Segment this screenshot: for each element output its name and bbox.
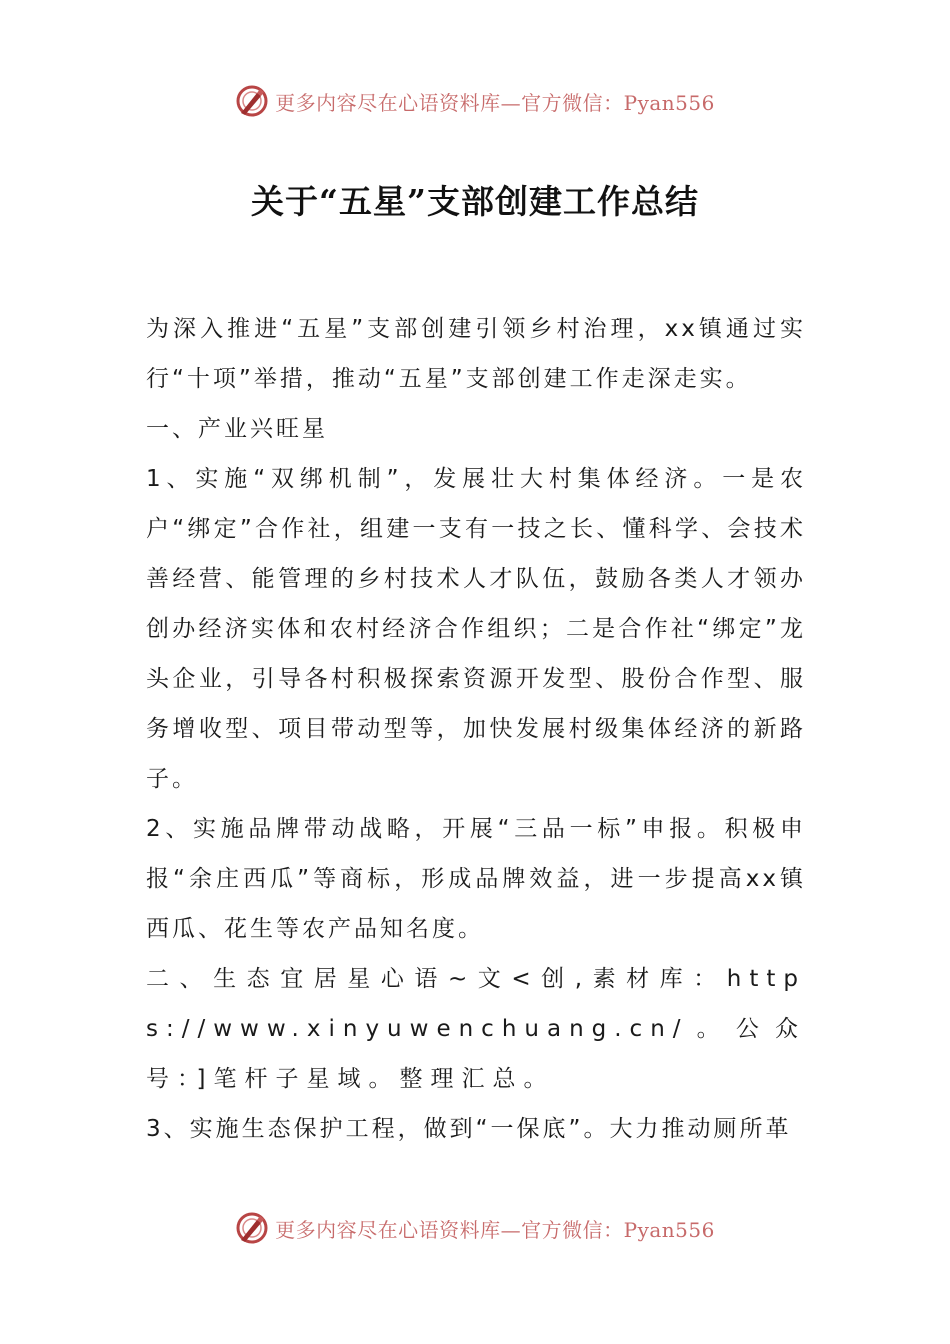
paragraph-item-2: 2、实施品牌带动战略，开展“三品一标”申报。积极申报“余庄西瓜”等商标，形成品牌效益，进一步提高xx镇西瓜、花生等农产品知名度。 (146, 816, 806, 942)
paragraph-item-1: 1、实施“双绑机制”，发展壮大村集体经济。一是农户“绑定”合作社，组建一支有一技之长、懂科学、会技术善经营、能管理的乡村技术人才队伍，鼓励各类人才领办创办经济实体和农村经济合作组织；二是合作社“绑定”龙头企业，引导各村积极探索资源开发型、股份合作型、服务增收型、项目带动型等，加快发展村级集体经济的新路子。 (146, 466, 806, 792)
document-body (146, 304, 806, 1154)
section-heading-ecology: 二、生态宜居星心语~文<创,素材库：https://www.xinyuwenchuang.cn/。公众号：]笔杆子星域。整理汇总。 (146, 966, 806, 1092)
paragraph-intro: 为深入推进“五星”支部创建引领乡村治理，xx镇通过实行“十项”举措，推动“五星”支部创建工作走深走实。 (146, 316, 806, 392)
pen-circle-logo-icon (235, 84, 269, 118)
watermark-text: 更多内容尽在心语资料库—官方微信：Pyan556 (275, 1217, 715, 1242)
header-watermark (0, 84, 950, 118)
paragraph-item-3: 3、实施生态保护工程，做到“一保底”。大力推动厕所革 (146, 1116, 792, 1142)
footer-watermark (0, 1211, 950, 1245)
watermark-text: 更多内容尽在心语资料库—官方微信：Pyan556 (275, 90, 715, 115)
document-title: 关于“五星”支部创建工作总结 (251, 182, 699, 221)
section-heading-industry: 一、产业兴旺星 (146, 416, 328, 442)
pen-circle-logo-icon (235, 1211, 269, 1245)
